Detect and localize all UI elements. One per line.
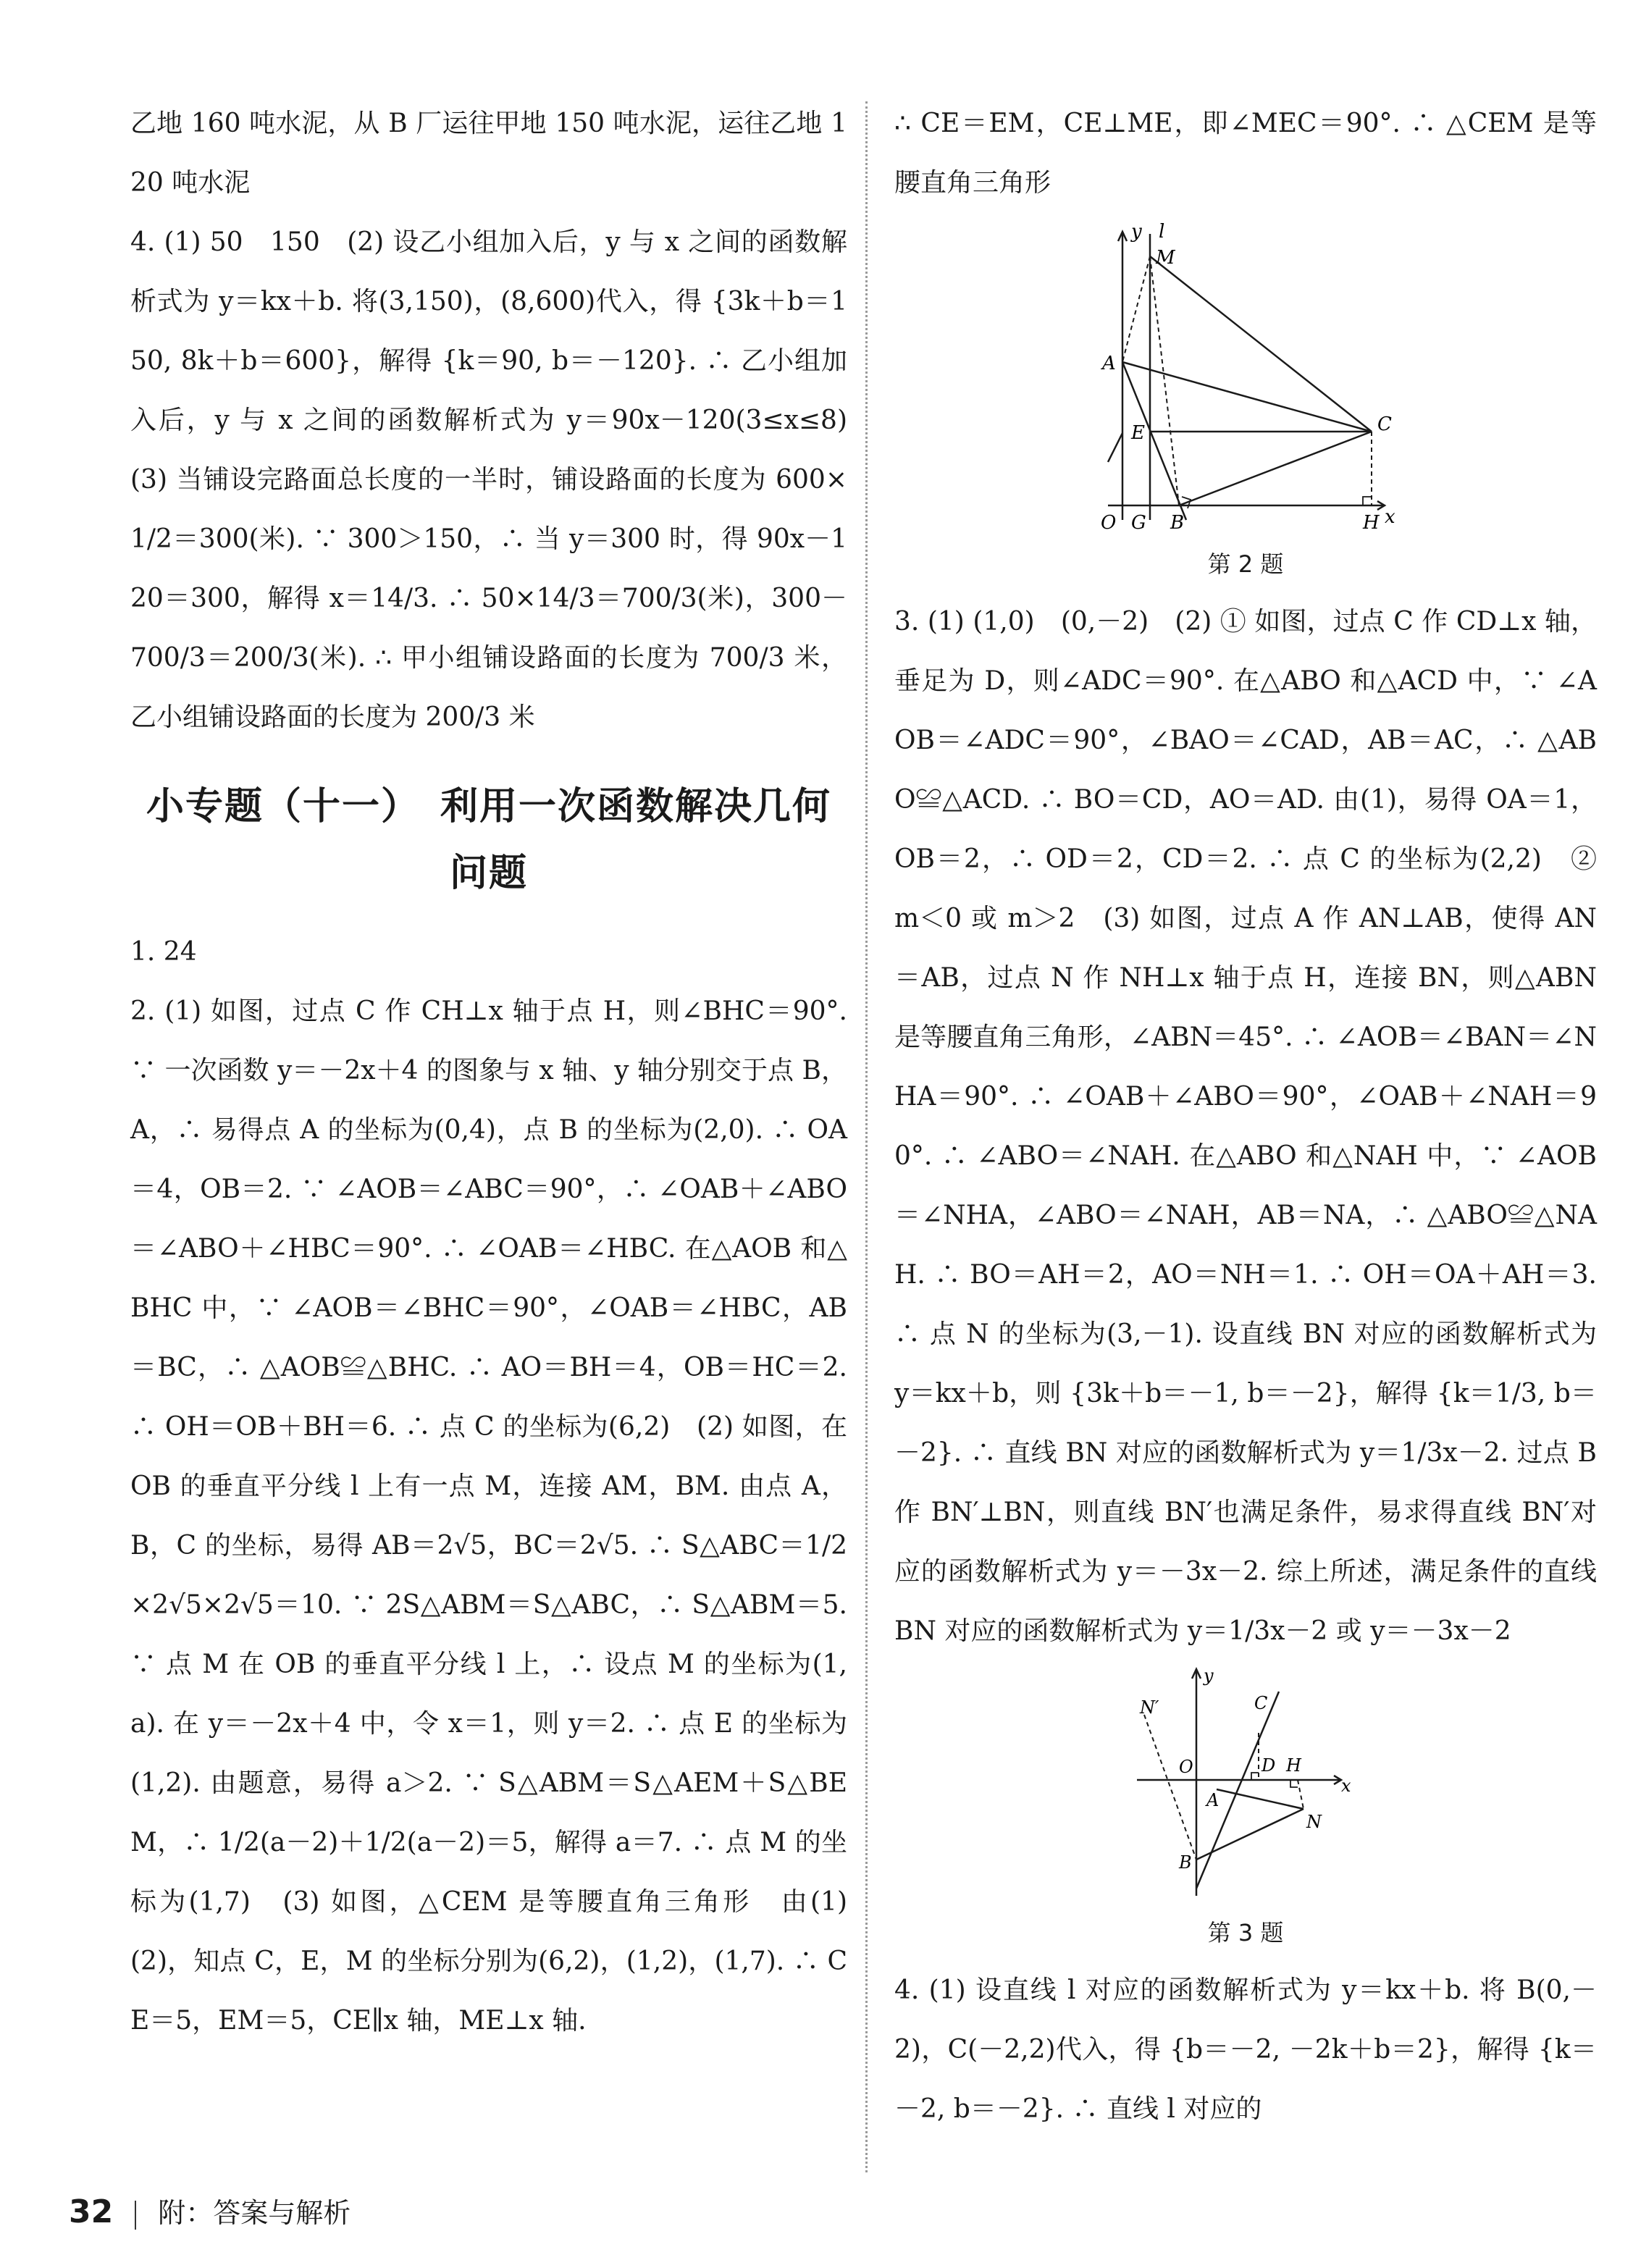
page-footer: [69, 2191, 350, 2230]
segment-bc: [1179, 432, 1372, 505]
left-column: [130, 94, 874, 2051]
label-y: y: [1131, 221, 1142, 243]
right-column: [894, 94, 1597, 2139]
label-a: A: [1206, 1790, 1219, 1810]
paragraph: 3. (1) (1,0) (0,－2) (2) ① 如图，过点 C 作 CD⊥x 轴，垂足为 D，则∠ADC＝90°. 在△ABO 和△ACD 中，∵ ∠AOB＝∠ADC＝90°，∠BAO＝∠CAD，AB＝AC，∴ △ABO≌△ACD. ∴ BO＝CD，AO＝AD. 由(1)，易得 OA＝1，OB＝2，∴ OD＝2，CD＝2. ∴ 点 C 的坐标为(2,2) ② m＜0 或 m＞2 (3) 如图，过点 A 作 AN⊥AB，使得 AN＝AB，过点 N 作 NH⊥x 轴于点 H，连接 BN，则△ABN 是等腰直角三角形，∠ABN＝45°. ∴ ∠AOB＝∠BAN＝∠NHA＝90°. ∴ ∠OAB＋∠ABO＝90°，∠OAB＋∠NAH＝90°. ∴ ∠ABO＝∠NAH. 在△ABO 和△NAH 中，∵ ∠AOB＝∠NHA，∠ABO＝∠NAH，AB＝NA，∴ △ABO≌△NAH. ∴ BO＝AH＝2，AO＝NH＝1. ∴ OH＝OA＋AH＝3. ∴ 点 N 的坐标为(3,－1). 设直线 BN 对应的函数解析式为 y＝kx＋b，则 {3k＋b＝－1, b＝－2}，解得 {k＝1/3, b＝－2}. ∴ 直线 BN 对应的函数解析式为 y＝1/3x－2. 过点 B 作 BN′⊥BN，则直线 BN′也满足条件，易求得直线 BN′对应的函数解析式为 y＝－3x－2. 综上所述，满足条件的直线 BN 对应的函数解析式为 y＝1/3x－2 或 y＝－3x－2: [894, 607, 1597, 1646]
label-x: x: [1341, 1776, 1351, 1796]
paragraph: 乙地 160 吨水泥，从 B 厂运往甲地 150 吨水泥，运往乙地 120 吨水泥: [130, 109, 847, 198]
right-angle-mark-d: [1251, 1773, 1259, 1780]
label-h: H: [1286, 1755, 1301, 1776]
segment-an: [1217, 1789, 1304, 1809]
right-angle-mark-h: [1363, 497, 1372, 505]
label-a: A: [1102, 353, 1116, 374]
segment-bn: [1196, 1809, 1304, 1860]
label-b: B: [1179, 1852, 1192, 1873]
figure-q3-diagram: [1137, 1664, 1354, 1910]
label-n-prime: N′: [1140, 1697, 1159, 1718]
label-l: l: [1159, 221, 1165, 243]
segment-ac: [1122, 362, 1372, 432]
label-e: E: [1131, 422, 1145, 444]
right-angle-mark-h: [1290, 1780, 1298, 1787]
label-o: O: [1101, 512, 1117, 534]
footer-separator: [135, 2201, 136, 2230]
segment-mc: [1150, 256, 1372, 432]
line-ab-extension: [1108, 433, 1122, 462]
label-o: O: [1179, 1757, 1193, 1777]
answer-item: 1. 24: [130, 937, 197, 967]
answer-item: 2. (1) 如图，过点 C 作 CH⊥x 轴于点 H，则∠BHC＝90°. ∵ 一次函数 y＝－2x＋4 的图象与 x 轴、y 轴分别交于点 B，A，∴ 易得点 A 的坐标为(0,4)，点 B 的坐标为(2,0). ∴ OA＝4，OB＝2. ∵ ∠AOB＝∠ABC＝90°，∴ ∠OAB＋∠ABO＝∠ABO＋∠HBC＝90°. ∴ ∠OAB＝∠HBC. 在△AOB 和△BHC 中，∵ ∠AOB＝∠BHC＝90°，∠OAB＝∠HBC，AB＝BC，∴ △AOB≌△BHC. ∴ AO＝BH＝4，OB＝HC＝2. ∴ OH＝OB＋BH＝6. ∴ 点 C 的坐标为(6,2) (2) 如图，在 OB 的垂直平分线 l 上有一点 M，连接 AM，BM. 由点 A，B，C 的坐标，易得 AB＝2√5，BC＝2√5. ∴ S△ABC＝1/2×2√5×2√5＝10. ∵ 2S△ABM＝S△ABC，∴ S△ABM＝5. ∵ 点 M 在 OB 的垂直平分线 l 上，∴ 设点 M 的坐标为(1,a). 在 y＝－2x＋4 中，令 x＝1，则 y＝2. ∴ 点 E 的坐标为(1,2). 由题意，易得 a＞2. ∵ S△ABM＝S△AEM＋S△BEM，∴ 1/2(a－2)＋1/2(a－2)＝5，解得 a＝7. ∴ 点 M 的坐标为(1,7) (3) 如图，△CEM 是等腰直角三角形 由(1)(2)，知点 C，E，M 的坐标分别为(6,2)，(1,2)，(1,7). ∴ CE＝5，EM＝5，CE∥x 轴，ME⊥x 轴.: [130, 996, 847, 2036]
line-bn-prime-dashed: [1144, 1715, 1196, 1860]
paragraph: 4. (1) 50 150 (2) 设乙小组加入后，y 与 x 之间的函数解析式为 y＝kx＋b. 将(3,150)，(8,600)代入，得 {3k＋b＝150, 8k＋b＝600}，解得 {k＝90, b＝－120}. ∴ 乙小组加入后，y 与 x 之间的函数解析式为 y＝90x－120(3≤x≤8) (3) 当铺设完路面总长度的一半时，铺设路面的长度为 600×1/2＝300(米). ∵ 300＞150，∴ 当 y＝300 时，得 90x－120＝300，解得 x＝14/3. ∴ 50×14/3＝700/3(米)，300－700/3＝200/3(米). ∴ 甲小组铺设路面的长度为 700/3 米，乙小组铺设路面的长度为 200/3 米: [130, 227, 874, 732]
label-c: C: [1377, 413, 1392, 435]
figure-q2-diagram: [1093, 216, 1398, 542]
figure-q3-caption: 第 3 题: [1207, 1919, 1284, 1946]
label-m: M: [1156, 247, 1175, 269]
figure-q2-caption: 第 2 题: [1207, 550, 1284, 578]
paragraph: 4. (1) 设直线 l 对应的函数解析式为 y＝kx＋b. 将 B(0,－2)，C(－2,2)代入，得 {b＝－2, －2k＋b＝2}，解得 {k＝－2, b＝－2}. ∴ 直线 l 对应的: [894, 1975, 1597, 2124]
label-c: C: [1254, 1693, 1268, 1713]
column-divider: [865, 101, 868, 2172]
section-title: 小专题（十一） 利用一次函数解决几何问题: [146, 785, 831, 895]
label-n: N: [1306, 1812, 1322, 1832]
label-g: G: [1131, 512, 1146, 534]
label-y: y: [1204, 1666, 1214, 1686]
label-x: x: [1385, 506, 1395, 528]
label-d: D: [1262, 1755, 1276, 1776]
segment-am-dashed: [1122, 256, 1150, 362]
segment-nh-dashed: [1298, 1780, 1304, 1809]
label-b: B: [1170, 512, 1185, 534]
page-number: 32: [69, 2193, 114, 2230]
footer-label: 附：答案与解析: [158, 2197, 351, 2229]
paragraph: ∴ CE＝EM，CE⊥ME，即∠MEC＝90°. ∴ △CEM 是等腰直角三角形: [894, 109, 1597, 198]
label-h: H: [1363, 512, 1380, 534]
